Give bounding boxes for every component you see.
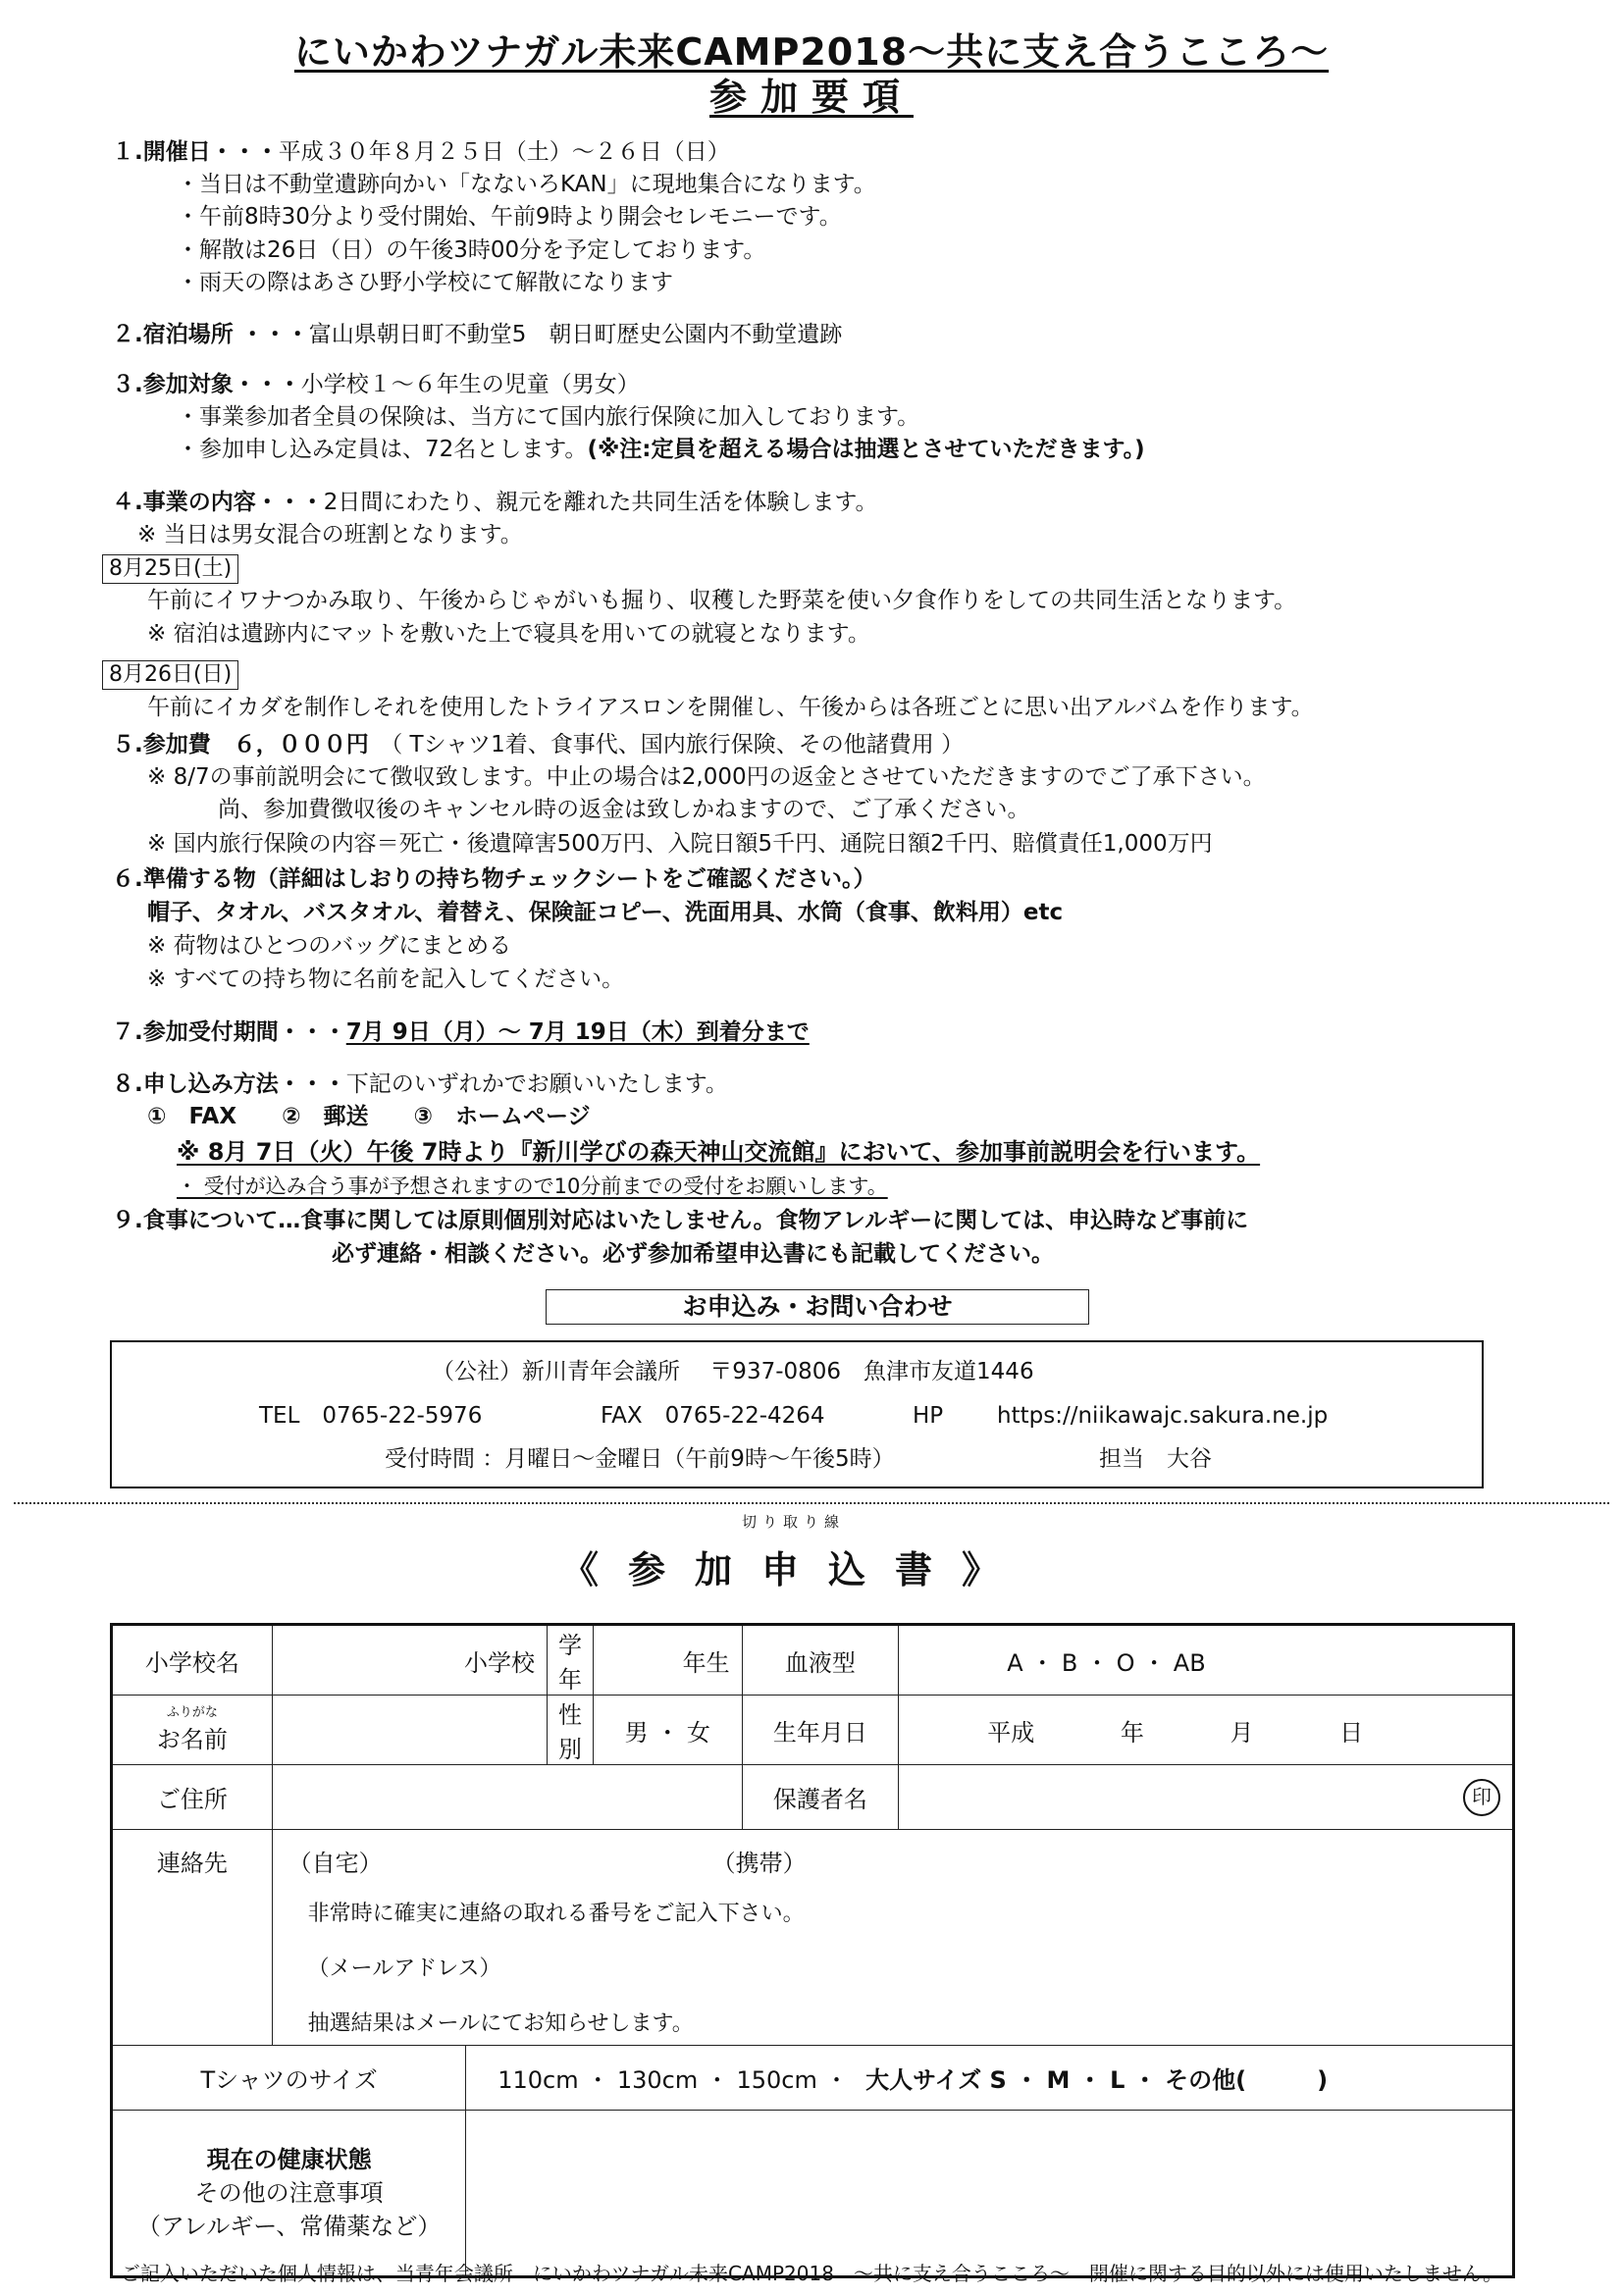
school-label: 小学校名 (112, 1625, 273, 1696)
health-label: 現在の健康状態 その他の注意事項 （アレルギー、常備薬など） (112, 2111, 466, 2277)
birth-input[interactable] (899, 1696, 1514, 1765)
cut-line (14, 1502, 1609, 1504)
section-9 (112, 1206, 1248, 1235)
section-8-briefing: ※ 8月 7日（火）午後 7時より『新川学びの森天神山交流館』において、参加事前説明会を行います。 (177, 1138, 1261, 1166)
furigana-label: ふりがな (166, 1704, 218, 1720)
contact-fax: FAX 0765-22-4264 (601, 1403, 825, 1429)
section-8-value: 下記のいずれかでお願いいたします。 (345, 1071, 728, 1097)
section-4 (112, 488, 878, 517)
section-5-head: ５.参加費 ６，０００円 (112, 732, 369, 757)
section-5-value: （ Tシャツ1着、食事代、国内旅行保険、その他諸費用 ） (391, 732, 965, 757)
section-8 (112, 1070, 728, 1099)
blood-options[interactable]: A ・ B ・ O ・ AB (899, 1625, 1514, 1696)
emergency-note: 非常時に確実に連絡の取れる番号をご記入下さい。 (307, 1902, 805, 1926)
school-suffix: 小学校 (463, 1648, 535, 1677)
section-1-head: １.開催日・・・ (112, 139, 279, 165)
birth-era: 平成 (987, 1718, 1035, 1747)
section-7-value: 7月 9日（月）～ 7月 19日（木）到着分まで (345, 1019, 810, 1045)
application-form (110, 1623, 1515, 2278)
contact-hp-label: HP (913, 1403, 944, 1429)
name-label: ふりがな お名前 (112, 1696, 273, 1765)
sex-label: 性別 (547, 1696, 593, 1765)
grade-suffix: 年生 (682, 1648, 730, 1677)
birth-day: 日 (1339, 1718, 1364, 1747)
section-3 (112, 370, 640, 399)
section-7-head: ７.参加受付期間・・・ (112, 1019, 346, 1045)
guardian-input[interactable] (899, 1765, 1514, 1830)
section-3-head: ３.参加対象・・・ (112, 372, 301, 397)
contact-tel: TEL 0765-22-5976 (259, 1403, 483, 1429)
section-3-bullet: ・参加申し込み定員は、72名とします。(※注:定員を超える場合は抽選とさせていただきます。) (177, 437, 1145, 462)
section-5-note: ※ 8/7の事前説明会にて徴収致します。中止の場合は2,000円の返金とさせていただきますのでご了承下さい。 (147, 764, 1266, 790)
birth-month: 月 (1230, 1718, 1254, 1747)
section-9-head: ９.食事について… (112, 1208, 301, 1233)
page-title: にいかわツナガル未来CAMP2018～共に支え合うこころ～ (293, 30, 1330, 74)
section-2-value: 富山県朝日町不動堂5 朝日町歴史公園内不動堂遺跡 (308, 322, 843, 347)
birth-label: 生年月日 (742, 1696, 899, 1765)
section-9-line2: 必ず連絡・相談ください。必ず参加希望申込書にも記載してください。 (332, 1241, 1054, 1267)
section-5 (112, 730, 964, 759)
section-3-bullet: ・事業参加者全員の保険は、当方にて国内旅行保険に加入しております。 (177, 404, 920, 430)
email-label: （メールアドレス） (307, 1957, 501, 1981)
privacy-note: ご記入いただいた個人情報は、当青年会議所 にいかわツナガル未来CAMP2018 ～共に支え合うこころ～ 開催に関する目的以外には使用いたしません。 (120, 2262, 1503, 2285)
contact-org: （公社）新川青年会議所 〒937-0806 魚津市友道1446 (432, 1359, 1034, 1384)
contact-label: 連絡先 (112, 1830, 273, 2046)
section-6-items: 帽子、タオル、バスタオル、着替え、保険証コピー、洗面用具、水筒（食事、飲料用）etc (147, 900, 1064, 925)
section-6-head: ６.準備する物（詳細はしおりの持ち物チェックシートをご確認ください。） (112, 866, 876, 892)
day2-text: 午前にイカダを制作しそれを使用したトライアスロンを開催し、午後からは各班ごとに思い出アルバムを作ります。 (147, 695, 1314, 720)
lottery-note: 抽選結果はメールにてお知らせします。 (307, 2011, 694, 2036)
grade-input[interactable] (593, 1625, 742, 1696)
sex-options[interactable]: 男 ・ 女 (593, 1696, 742, 1765)
section-4-value: 2日間にわたり、親元を離れた共同生活を体験します。 (323, 490, 878, 515)
section-6-note: ※ 荷物はひとつのバッグにまとめる (147, 933, 512, 959)
tshirt-adult-sizes: 大人サイズ S ・ M ・ L ・ その他( ) (865, 2066, 1329, 2094)
page-subtitle: 参加要項 (708, 76, 914, 119)
section-3-value: 小学校１～６年生の児童（男女） (300, 372, 640, 397)
grade-label: 学年 (547, 1625, 593, 1696)
section-4-note: ※ 当日は男女混合の班割となります。 (137, 522, 523, 548)
blood-label: 血液型 (742, 1625, 899, 1696)
home-phone-label: （自宅） (288, 1850, 383, 1877)
section-6-note: ※ すべての持ち物に名前を記入してください。 (147, 966, 625, 992)
section-8-head: ８.申し込み方法・・・ (112, 1071, 346, 1097)
school-input[interactable] (272, 1625, 547, 1696)
section-8-briefing-note: ・ 受付が込み合う事が予想されますので10分前までの受付をお願いします。 (177, 1174, 888, 1198)
day1-label: 8月25日(土) (102, 554, 238, 584)
section-4-head: ４.事業の内容・・・ (112, 490, 324, 515)
mobile-phone-label: （携帯） (711, 1850, 807, 1877)
guardian-label: 保護者名 (742, 1765, 899, 1830)
tshirt-kids-sizes: 110cm ・ 130cm ・ 150cm ・ (497, 2066, 849, 2094)
form-title: 《参加申込書》 (561, 1548, 1029, 1592)
contact-hours: 受付時間 ：月曜日～金曜日（午前9時～午後5時） (385, 1446, 895, 1472)
section-9-line1: 食事に関しては原則個別対応はいたしません。食物アレルギーに関しては、申込時など事前に (300, 1208, 1249, 1233)
cut-line-label: 切り取り線 (742, 1513, 846, 1531)
section-1-bullet: ・当日は不動堂遺跡向かい「なないろKAN」に現地集合になります。 (177, 172, 876, 197)
section-1-bullet: ・雨天の際はあさひ野小学校にて解散になります (177, 270, 673, 295)
section-2-head: ２.宿泊場所 ・・・ (112, 322, 309, 347)
section-2 (112, 320, 842, 349)
contact-hp-link[interactable]: https://niikawajc.sakura.ne.jp (997, 1403, 1329, 1429)
tshirt-options[interactable] (466, 2046, 1514, 2111)
birth-year: 年 (1120, 1718, 1144, 1747)
seal-stamp-icon: 印 (1463, 1779, 1500, 1816)
section-8-methods: ① FAX ② 郵送 ③ ホームページ (147, 1104, 591, 1129)
address-label: ご住所 (112, 1765, 273, 1830)
tshirt-label: Tシャツのサイズ (112, 2046, 466, 2111)
section-1 (112, 137, 730, 167)
section-5-note: ※ 国内旅行保険の内容＝死亡・後遺障害500万円、入院日額5千円、通院日額2千円、賠償責任1,000万円 (147, 831, 1213, 857)
contact-person: 担当 大谷 (1099, 1446, 1212, 1472)
name-input[interactable] (272, 1696, 547, 1765)
section-1-value: 平成３０年８月２５日（土）～２６日（日） (278, 139, 730, 165)
section-5-note: 尚、参加費徴収後のキャンセル時の返金は致しかねますので、ご了承ください。 (218, 797, 1030, 822)
contact-header: お申込み・お問い合わせ (546, 1289, 1089, 1325)
address-input[interactable] (272, 1765, 742, 1830)
section-7 (112, 1018, 810, 1047)
section-1-bullet: ・午前8時30分より受付開始、午前9時より開会セレモニーです。 (177, 204, 842, 230)
health-input[interactable] (466, 2111, 1514, 2277)
day1-note: ※ 宿泊は遺跡内にマットを敷いた上で寝具を用いての就寝となります。 (147, 621, 870, 647)
contact-input[interactable] (272, 1830, 1513, 2046)
day2-label: 8月26日(日) (102, 660, 238, 690)
day1-text: 午前にイワナつかみ取り、午後からじゃがいも掘り、収穫した野菜を使い夕食作りをしての共同生活となります。 (147, 588, 1297, 613)
section-1-bullet: ・解散は26日（日）の午後3時00分を予定しております。 (177, 237, 766, 263)
